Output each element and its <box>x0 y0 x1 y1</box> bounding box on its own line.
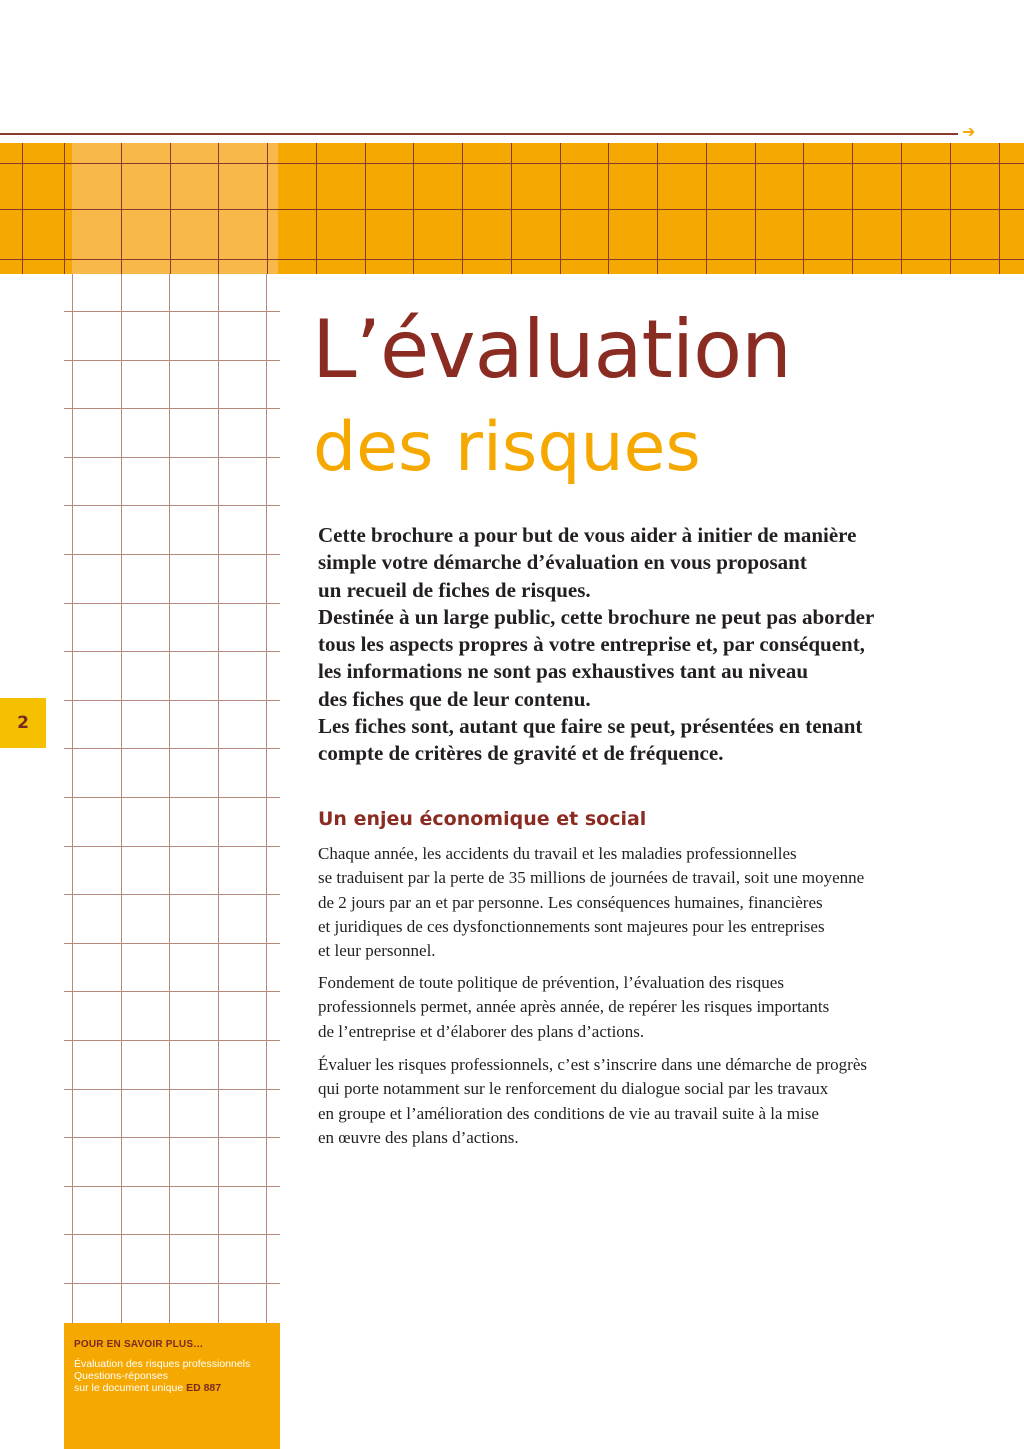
body-line: professionnels permet, année après année, de repérer les risques importants <box>318 997 830 1017</box>
banner-grid <box>0 143 1024 274</box>
body-line: et leur personnel. <box>318 941 436 961</box>
body-line: et juridiques de ces dysfonctionnements sont majeures pour les entreprises <box>318 916 825 936</box>
body-paragraph-3 <box>318 1053 1008 1150</box>
body-line: se traduisent par la perte de 35 millions de journées de travail, soit une moyenne <box>318 868 865 888</box>
body-line: en groupe et l’amélioration des conditions de vie au travail suite à la mise <box>318 1103 819 1123</box>
page-title: L’évaluation <box>312 303 791 396</box>
intro-line: compte de critères de gravité et de fréquence. <box>318 741 724 766</box>
intro-line: simple votre démarche d’évaluation en vous proposant <box>318 550 807 575</box>
publication-reference: ED 887 <box>186 1382 222 1394</box>
page-subtitle: des risques <box>313 408 701 487</box>
header-banner <box>0 143 1024 274</box>
further-reading-line: Questions-réponses <box>74 1370 168 1382</box>
body-line: Évaluer les risques professionnels, c’est s’inscrire dans une démarche de progrès <box>318 1055 868 1074</box>
body-line: Chaque année, les accidents du travail et les maladies professionnelles <box>318 844 797 863</box>
intro-line: des fiches que de leur contenu. <box>318 686 591 711</box>
further-reading-line <box>74 1382 270 1394</box>
section-heading: Un enjeu économique et social <box>318 808 647 830</box>
body-line: Fondement de toute politique de prévention, l’évaluation des risques <box>318 973 784 992</box>
body-paragraph-1 <box>318 842 1008 963</box>
further-reading-text: sur le document unique <box>74 1382 184 1394</box>
further-reading-title: POUR EN SAVOIR PLUS… <box>74 1339 204 1350</box>
body-line: de l’entreprise et d’élaborer des plans d’actions. <box>318 1021 645 1041</box>
further-reading-line: Évaluation des risques professionnels <box>74 1358 251 1370</box>
body-line: qui porte notamment sur le renforcement du dialogue social par les travaux <box>318 1079 829 1099</box>
right-arrow-icon: ➔ <box>962 122 976 141</box>
intro-line: un recueil de fiches de risques. <box>318 577 591 602</box>
intro-line: Destinée à un large public, cette brochure ne peut pas aborder <box>318 604 875 629</box>
body-line: en œuvre des plans d’actions. <box>318 1127 519 1147</box>
body-paragraph-2 <box>318 971 1008 1044</box>
intro-line: les informations ne sont pas exhaustives tant au niveau <box>318 659 809 684</box>
intro-line: tous les aspects propres à votre entreprise et, par conséquent, <box>318 632 865 657</box>
top-rule <box>0 133 958 135</box>
intro-line: Cette brochure a pour but de vous aider à initier de manière <box>318 523 857 547</box>
body-line: de 2 jours par an et par personne. Les conséquences humaines, financières <box>318 892 823 912</box>
left-grid <box>64 274 280 1324</box>
further-reading-box <box>64 1323 280 1449</box>
intro-paragraph <box>318 522 998 768</box>
intro-line: Les fiches sont, autant que faire se peut, présentées en tenant <box>318 714 863 739</box>
page-number: 2 <box>0 698 46 748</box>
